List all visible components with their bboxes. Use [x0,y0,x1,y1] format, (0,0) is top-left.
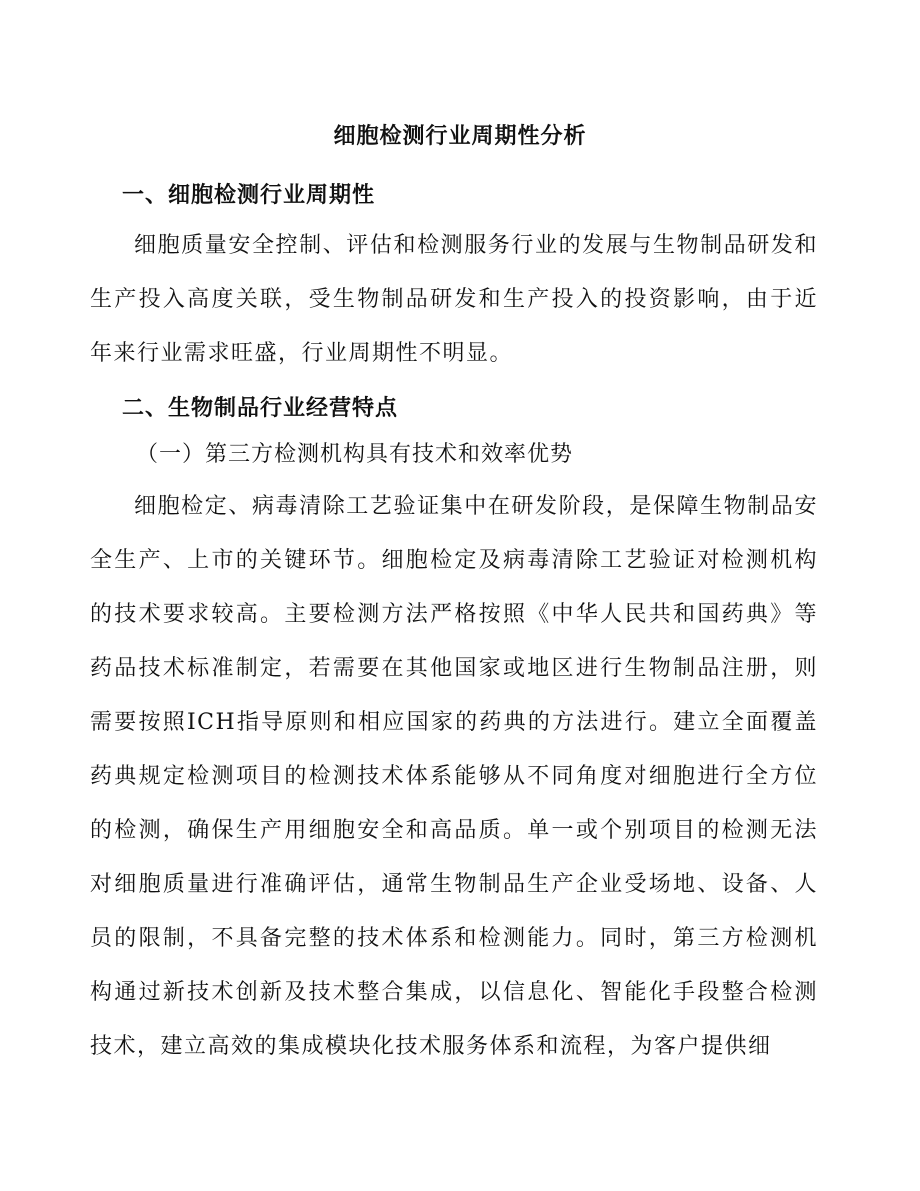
section-heading-biologics: 二、生物制品行业经营特点 [122,396,399,421]
document-title: 细胞检测行业周期性分析 [333,124,587,149]
subsection-paragraph-third-party: 细胞检定、病毒清除工艺验证集中在研发阶段，是保障生物制品安全生产、上市的关键环节。细胞检定及病毒清除工艺验证对检测机构的技术要求较高。主要检测方法严格按照《中华人民共和国药典》等药品技术标准制定，若需要在其他国家或地区进行生物制品注册，则需要按照ICH指导原则和相应国家的药典的方法进行。建立全面覆盖药典规定检测项目的检测技术体系能够从不同角度对细胞进行全方位的检测，确保生产用细胞安全和高品质。单一或个别项目的检测无法对细胞质量进行准确评估，通常生物制品生产企业受场地、设备、人员的限制，不具备完整的技术体系和检测能力。同时，第三方检测机构通过新技术创新及技术整合集成，以信息化、智能化手段整合检测技术，建立高效的集成模块化技术服务体系和流程，为客户提供细 [90,494,818,1059]
section-heading-cycle: 一、细胞检测行业周期性 [122,183,376,208]
section-paragraph-cycle: 细胞质量安全控制、评估和检测服务行业的发展与生物制品研发和生产投入高度关联，受生物制品研发和生产投入的投资影响，由于近年来行业需求旺盛，行业周期性不明显。 [90,233,818,366]
subsection-heading-third-party: （一）第三方检测机构具有技术和效率优势 [136,442,574,467]
